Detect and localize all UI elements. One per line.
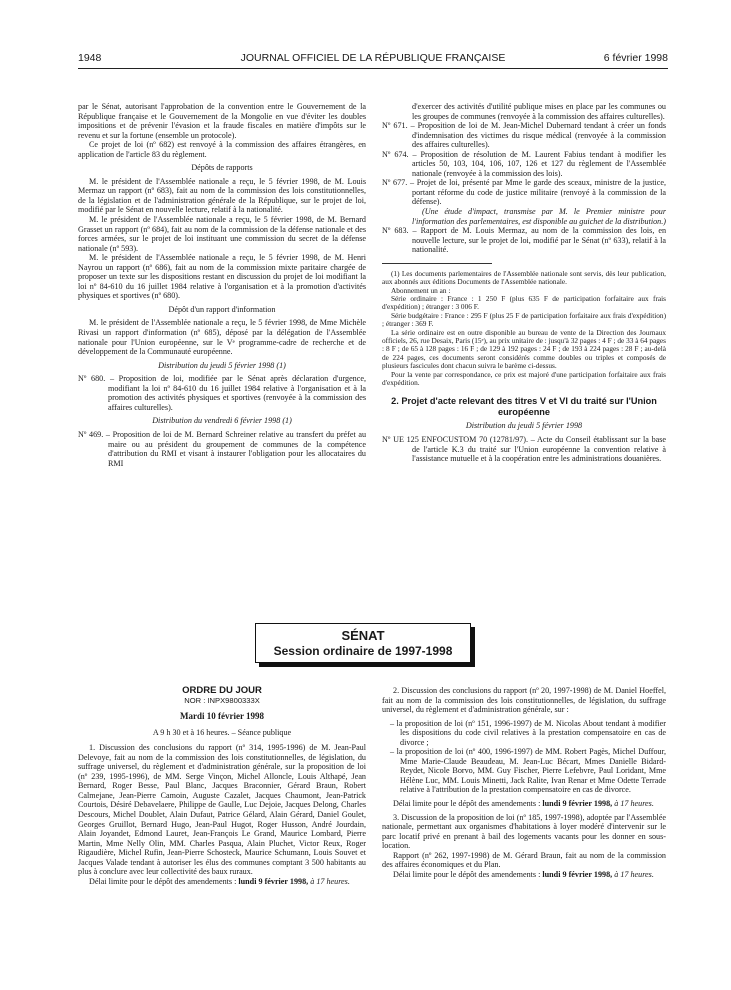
paragraph: M. le président de l'Assemblée nationale a reçu, le 5 février 1998, de Mme Michèle Rivasi un rapport d'information (nº 685), déposé par la délégation de l'Assemblée nationale pour l'Union européenne, sur le Vᵉ programme-cadre de recherche et de développement de la Communauté européenne.	[78, 318, 366, 357]
senat-title-box	[255, 623, 471, 663]
amendment-deadline	[382, 799, 666, 809]
column-left-top	[78, 102, 366, 468]
footnote-rule	[382, 263, 492, 264]
header-rule	[78, 68, 668, 69]
deadline-hour: à 17 heures.	[310, 876, 350, 886]
paragraph: Ce projet de loi (nº 682) est renvoyé à la commission des affaires étrangères, en application de l'article 83 du règlement.	[78, 140, 366, 159]
column-right-bottom	[382, 686, 666, 879]
agenda-bullet: – la proposition de loi (nº 400, 1996-1997) de MM. Robert Pagès, Michel Duffour, Mme Marie-Claude Beaudeau, M. Jean-Luc Bécart, Mmes Danielle Bidard-Reydet, Nicole Borvo, MM. Guy Fischer, Pierre Lefebvre, Paul Loridant, Mme Hélène Luc, MM. Louis Minetti, Jack Ralite, Ivan Renar et Mme Odette Terrade relative à l'attribution de la prestation compensatoire en cas de divorce.	[390, 747, 666, 795]
section-heading: 2. Projet d'acte relevant des titres V et VI du traité sur l'Union européenne	[391, 396, 657, 417]
agenda-date: Mardi 10 février 1998	[179, 711, 265, 722]
footnote-text: (1) Les documents parlementaires de l'Assemblée nationale sont servis, dès leur publication, aux abonnés aux éditions Documents de l'Assemblée nationale.	[382, 268, 666, 287]
column-left-bottom	[78, 686, 366, 886]
paragraph: M. le président de l'Assemblée nationale a reçu, le 5 février 1998, de M. Henri Nayrou un rapport (nº 686), fait au nom de la commission mixte paritaire chargée de proposer un texte sur les dispositions restant en discussion du projet de loi modifiant la loi nº 84-610 du 16 juillet 1984 relative à l'organisation et à la promotion d'activités physiques et sportives (nº 680).	[78, 253, 366, 301]
impact-note: (Une étude d'impact, transmise par M. le Premier ministre pour l'information des parlementaires, est disponible au guichet de la distribution.)	[412, 207, 666, 226]
document-number: Nº UE 125 ENFOCUSTOM 70 (12781/97).	[382, 434, 529, 444]
distribution-heading: Distribution du jeudi 5 février 1998	[465, 421, 583, 431]
agenda-bullet: – la proposition de loi (nº 151, 1996-1997) de M. Nicolas About tendant à modifier les dispositions du code civil relatives à la prestation compensatoire en cas de divorce ;	[390, 718, 666, 747]
deadline-date: lundi 9 février 1998,	[542, 869, 613, 879]
document-text: – Proposition de loi de M. Jean-Michel Dubernard tendant à créer un fonds d'indemnisation des victimes du risque médical (renvoyée à la commission des affaires culturelles).	[410, 121, 667, 150]
agenda-item: 1. Discussion des conclusions du rapport (nº 314, 1995-1996) de M. Jean-Paul Delevoye, fait au nom de la commission des lois constitutionnelles, de législation, du suffrage universel, du règlement et d'administration générale, sur la proposition de loi (nº 239, 1995-1996), de MM. Serge Vinçon, Michel Alloncle, Louis Althapé, Jean Bernard, Roger Besse, Paul Blanc, Jacques Braconnier, Gérard Braun, Robert Calmejane, Jean-Pierre Camoin, Auguste Cazalet, Jacques Chaumont, Jean-Patrick Courtois, Désiré Debavelaere, Philippe de Gaulle, Luc Dejoie, Jacques Delong, Charles Descours, Michel Doublet, Alain Dufaut, Patrice Gélard, Alain Gérard, Daniel Goulet, Georges Gruillot, Bernard Hugo, Jean-Paul Hugot, Roger Husson, André Jourdain, Alain Joyandet, Edmond Lauret, Jean-François Le Grand, Maurice Lombard, Pierre Martin, Mme Nelly Olin, MM. Charles Pasqua, Alain Pluchet, Victor Reux, Roger Rigaudière, Michel Rufin, Jean-Pierre Schosteck, Maurice Schumann, Louis Souvet et Jacques Valade tendant à autoriser les élus des communes comptant 3 500 habitants au plus à conclure avec leur collectivité des baux ruraux.	[78, 743, 366, 877]
paragraph: d'exercer des activités d'utilité publique mises en place par les communes ou les groupes de communes (renvoyée à la commission des affaires culturelles).	[412, 102, 666, 121]
distribution-heading: Distribution du vendredi 6 février 1998 (1)	[152, 416, 292, 426]
footnote-text: Pour la vente par correspondance, ce prix est majoré d'une participation forfaitaire aux frais d'expédition.	[382, 369, 666, 388]
deadline-hour: à 17 heures.	[614, 869, 654, 879]
footnote-text: Série budgétaire : France : 295 F (plus 25 F de participation forfaitaire aux frais d'expédition) ; étranger : 369 F.	[382, 310, 666, 329]
footnote-text: Abonnement un an :	[391, 285, 451, 295]
amendment-deadline	[78, 877, 366, 887]
deadline-label: Délai limite pour le dépôt des amendements :	[393, 869, 543, 879]
distribution-heading: Distribution du jeudi 5 février 1998 (1)	[158, 360, 286, 370]
document-number: Nº 683.	[382, 226, 409, 236]
document-number: Nº 469.	[78, 429, 104, 439]
document-entry	[78, 430, 366, 468]
document-text: – Proposition de résolution de M. Laurent Fabius tendant à modifier les articles 50, 103, 104, 106, 107, 126 et 127 du règlement de l'Assemblée nationale (renvoyée à la commission des lois).	[412, 149, 667, 178]
document-number: Nº 671.	[382, 121, 408, 131]
document-entry	[382, 435, 666, 464]
document-entry	[382, 121, 666, 150]
document-entry	[382, 226, 666, 255]
agenda-heading: ORDRE DU JOUR	[182, 685, 262, 696]
document-text: – Projet de loi, présenté par Mme le garde des sceaux, ministre de la justice, portant réforme du code de justice militaire (renvoyé à la commission de la défense).	[409, 178, 667, 207]
document-number: Nº 677.	[382, 178, 408, 188]
footnote-text: Série ordinaire : France : 1 250 F (plus 635 F de participation forfaitaire aux frais d'expédition) ; étranger : 3 006 F.	[382, 293, 666, 312]
footnote	[382, 270, 666, 388]
agenda-item: 2. Discussion des conclusions du rapport (nº 20, 1997-1998) de M. Daniel Hoeffel, fait au nom de la commission des lois constitutionnelles, de législation, du suffrage universel, du règlement et d'administration générale, sur :	[382, 686, 666, 715]
document-text: – Proposition de loi, modifiée par le Sénat après déclaration d'urgence, modifiant la loi nº 84-610 du 16 juillet 1984 relative à l'organisation et à la promotion des activités physiques et sportives (renvoyée à la commission des affaires culturelles).	[108, 374, 366, 412]
section-heading: Dépôt d'un rapport d'information	[168, 304, 276, 314]
deadline-hour: à 17 heures.	[614, 799, 654, 809]
paragraph: M. le président de l'Assemblée nationale a reçu, le 5 février 1998, de M. Louis Mermaz un rapport (nº 683), fait au nom de la commission des lois constitutionnelles, de la législation et de l'administration générale de la République, sur le projet de loi, modifié par le Sénat en nouvelle lecture, relatif à la nationalité.	[78, 176, 366, 215]
document-entry	[382, 178, 666, 207]
nor-reference: NOR : INPX9800333X	[184, 695, 260, 705]
page-number: 1948	[78, 52, 102, 64]
amendment-deadline	[382, 870, 666, 880]
deadline-label: Délai limite pour le dépôt des amendements :	[89, 876, 239, 886]
document-entry	[382, 150, 666, 179]
document-entry	[78, 374, 366, 412]
paragraph: M. le président de l'Assemblée nationale a reçu, le 5 février 1998, de M. Bernard Grasset un rapport (nº 684), fait au nom de la commission de la défense nationale et des forces armées, sur le projet de loi instituant une commission du secret de la défense nationale (nº 593).	[78, 215, 366, 253]
senat-session: Session ordinaire de 1997-1998	[273, 644, 453, 658]
footnote-text: La série ordinaire est en outre disponible au bureau de vente de la Direction des Journaux officiels, 26, rue Desaix, Paris (15ᵉ), au prix unitaire de : jusqu'à 32 pages : 4 F ; de 33 à 64 pages : 8 F ; de 65 à 128 pages : 16 F ; de 129 à 192 pages : 24 F ; de 193 à 224 pages : 28 F ; au-delà de 224 pages, ces documents seront considérés comme doubles ou triples et composés de plusieurs fascicules dont chacun suivra le barème ci-dessus.	[382, 327, 666, 371]
document-text: – Acte du Conseil établissant sur la base de l'article K.3 du traité sur l'Union européenne la convention relative à l'assistance mutuelle et à la coopération entre les administrations douanières.	[412, 434, 667, 464]
deadline-date: lundi 9 février 1998,	[238, 876, 309, 886]
deadline-label: Délai limite pour le dépôt des amendements :	[393, 799, 543, 809]
paragraph: par le Sénat, autorisant l'approbation de la convention entre le Gouvernement de la République française et le Gouvernement de la Mongolie en vue d'éviter les doubles impositions et de prévenir l'évasion et la fraude fiscales en matière d'impôts sur le revenu et sur la fortune (ensemble un protocole).	[78, 102, 366, 140]
session-time: A 9 h 30 et à 16 heures. – Séance publique	[152, 727, 292, 737]
journal-title: JOURNAL OFFICIEL DE LA RÉPUBLIQUE FRANÇAISE	[240, 52, 506, 64]
document-number: Nº 680.	[78, 374, 106, 384]
issue-date: 6 février 1998	[603, 52, 668, 64]
deadline-date: lundi 9 février 1998,	[542, 799, 613, 809]
document-text: – Proposition de loi de M. Bernard Schreiner relative au transfert du préfet au maire ou au président du groupement de communes de la compétence d'attribution du RMI et visant à instaurer l'obligation pour les allocataires du RMI	[105, 429, 367, 468]
section-heading: Dépôts de rapports	[191, 163, 253, 173]
report-reference: Rapport (nº 262, 1997-1998) de M. Gérard Braun, fait au nom de la commission des affaires économiques et du Plan.	[382, 850, 666, 870]
column-right-top	[382, 102, 666, 464]
senat-title: SÉNAT	[341, 628, 385, 643]
document-number: Nº 674.	[382, 149, 409, 159]
page-header	[78, 52, 668, 66]
document-text: – Rapport de M. Louis Mermaz, au nom de la commission des lois, en nouvelle lecture, sur le projet de loi, modifié par le Sénat (nº 633), relatif à la nationalité.	[412, 226, 667, 255]
agenda-item: 3. Discussion de la proposition de loi (nº 185, 1997-1998), adoptée par l'Assemblée nationale, permettant aux organismes d'habitations à loyer modéré d'intervenir sur le parc locatif privé en prenant à bail des logements vacants pour les donner en sous-location.	[382, 812, 666, 851]
